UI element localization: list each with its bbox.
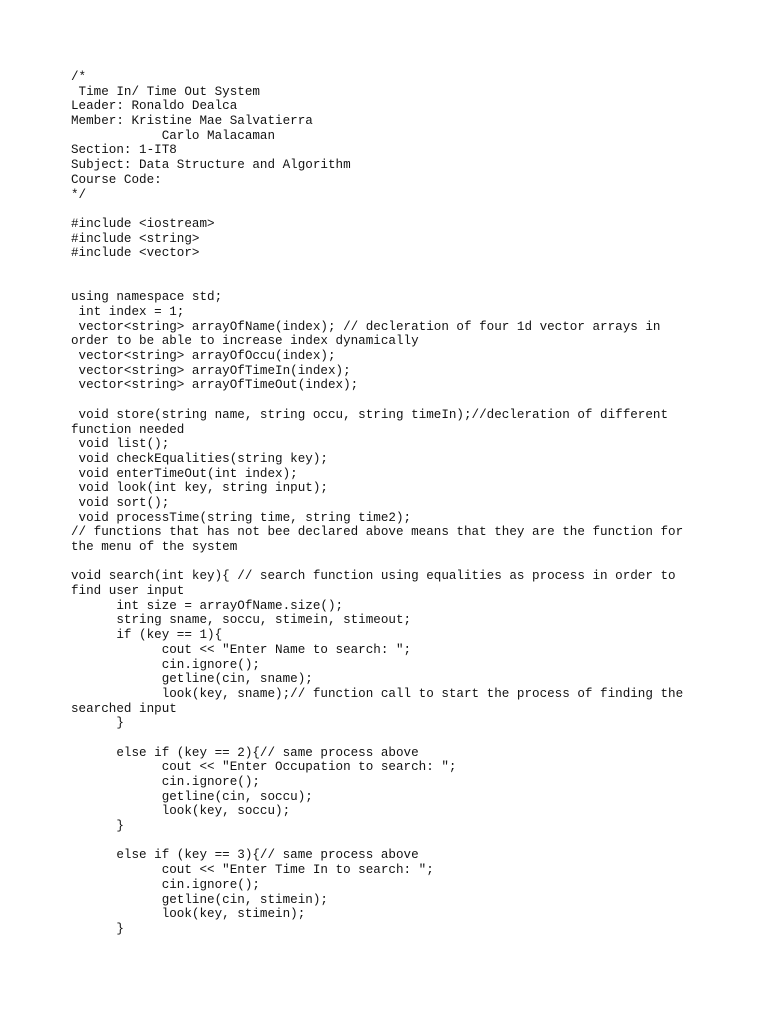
code-line: Time In/ Time Out System (71, 84, 260, 99)
code-line: Member: Kristine Mae Salvatierra (71, 114, 313, 129)
code-line: look(key, stimein); (71, 907, 306, 922)
code-line: string sname, soccu, stimein, stimeout; (71, 613, 412, 628)
code-line: Course Code: (71, 172, 162, 187)
code-line: getline(cin, soccu); (71, 789, 313, 804)
code-line: the menu of the system (71, 540, 238, 554)
code-line: look(key, sname);// function call to start the process of finding the (71, 686, 684, 701)
code-line: */ (71, 187, 87, 202)
code-line: getline(cin, sname); (71, 672, 313, 687)
code-line: int index = 1; (71, 305, 185, 319)
code-line: vector<string> arrayOfTimeOut(index); (71, 378, 359, 393)
code-line: getline(cin, stimein); (71, 892, 328, 907)
document-page (71, 70, 711, 937)
code-line: Section: 1-IT8 (71, 143, 177, 158)
code-line: void sort(); (71, 495, 170, 510)
code-line: vector<string> arrayOfOccu(index); (71, 349, 336, 364)
code-line: cout << "Enter Time In to search: "; (71, 863, 434, 878)
code-line: void checkEqualities(string key); (71, 451, 328, 466)
code-line: cin.ignore(); (71, 657, 260, 672)
code-line: look(key, soccu); (71, 804, 291, 819)
code-line: /* (71, 70, 87, 84)
code-line: vector<string> arrayOfTimeIn(index); (71, 363, 351, 378)
code-line (71, 834, 711, 849)
code-line: Leader: Ronaldo Dealca (71, 99, 238, 114)
code-line: cin.ignore(); (71, 775, 260, 789)
code-line (71, 261, 711, 276)
code-line: else if (key == 2){// same process above (71, 745, 419, 760)
code-line (71, 731, 711, 746)
code-line (71, 555, 711, 570)
code-line: } (71, 819, 124, 834)
code-line: void processTime(string time, string time2); (71, 510, 412, 525)
code-line: cin.ignore(); (71, 877, 260, 892)
code-line: void store(string name, string occu, string timeIn);//decleration of different (71, 407, 669, 422)
code-line: searched input (71, 701, 177, 716)
code-line: } (71, 716, 124, 731)
code-line: void enterTimeOut(int index); (71, 466, 298, 481)
code-line: } (71, 921, 124, 936)
code-line: vector<string> arrayOfName(index); // decleration of four 1d vector arrays in (71, 319, 661, 334)
code-line (71, 276, 711, 291)
code-line: using namespace std; (71, 290, 223, 305)
code-line: void search(int key){ // search function using equalities as process in order to (71, 569, 676, 584)
code-line: cout << "Enter Occupation to search: "; (71, 760, 457, 775)
code-line: #include <string> (71, 231, 200, 246)
code-line: Subject: Data Structure and Algorithm (71, 158, 351, 173)
code-line: #include <iostream> (71, 216, 215, 231)
code-line: void list(); (71, 437, 170, 452)
code-line: Carlo Malacaman (71, 128, 276, 143)
code-line: void look(int key, string input); (71, 481, 328, 496)
code-line: cout << "Enter Name to search: "; (71, 642, 412, 657)
code-line (71, 393, 711, 408)
code-line: int size = arrayOfName.size(); (71, 598, 344, 613)
code-line: if (key == 1){ (71, 628, 223, 643)
code-line: #include <vector> (71, 246, 200, 261)
code-line: find user input (71, 584, 185, 599)
code-line: else if (key == 3){// same process above (71, 848, 419, 863)
code-line: // functions that has not bee declared above means that they are the function for (71, 525, 684, 540)
code-line (71, 202, 711, 217)
code-line: function needed (71, 422, 185, 437)
code-line: order to be able to increase index dynamically (71, 334, 419, 349)
